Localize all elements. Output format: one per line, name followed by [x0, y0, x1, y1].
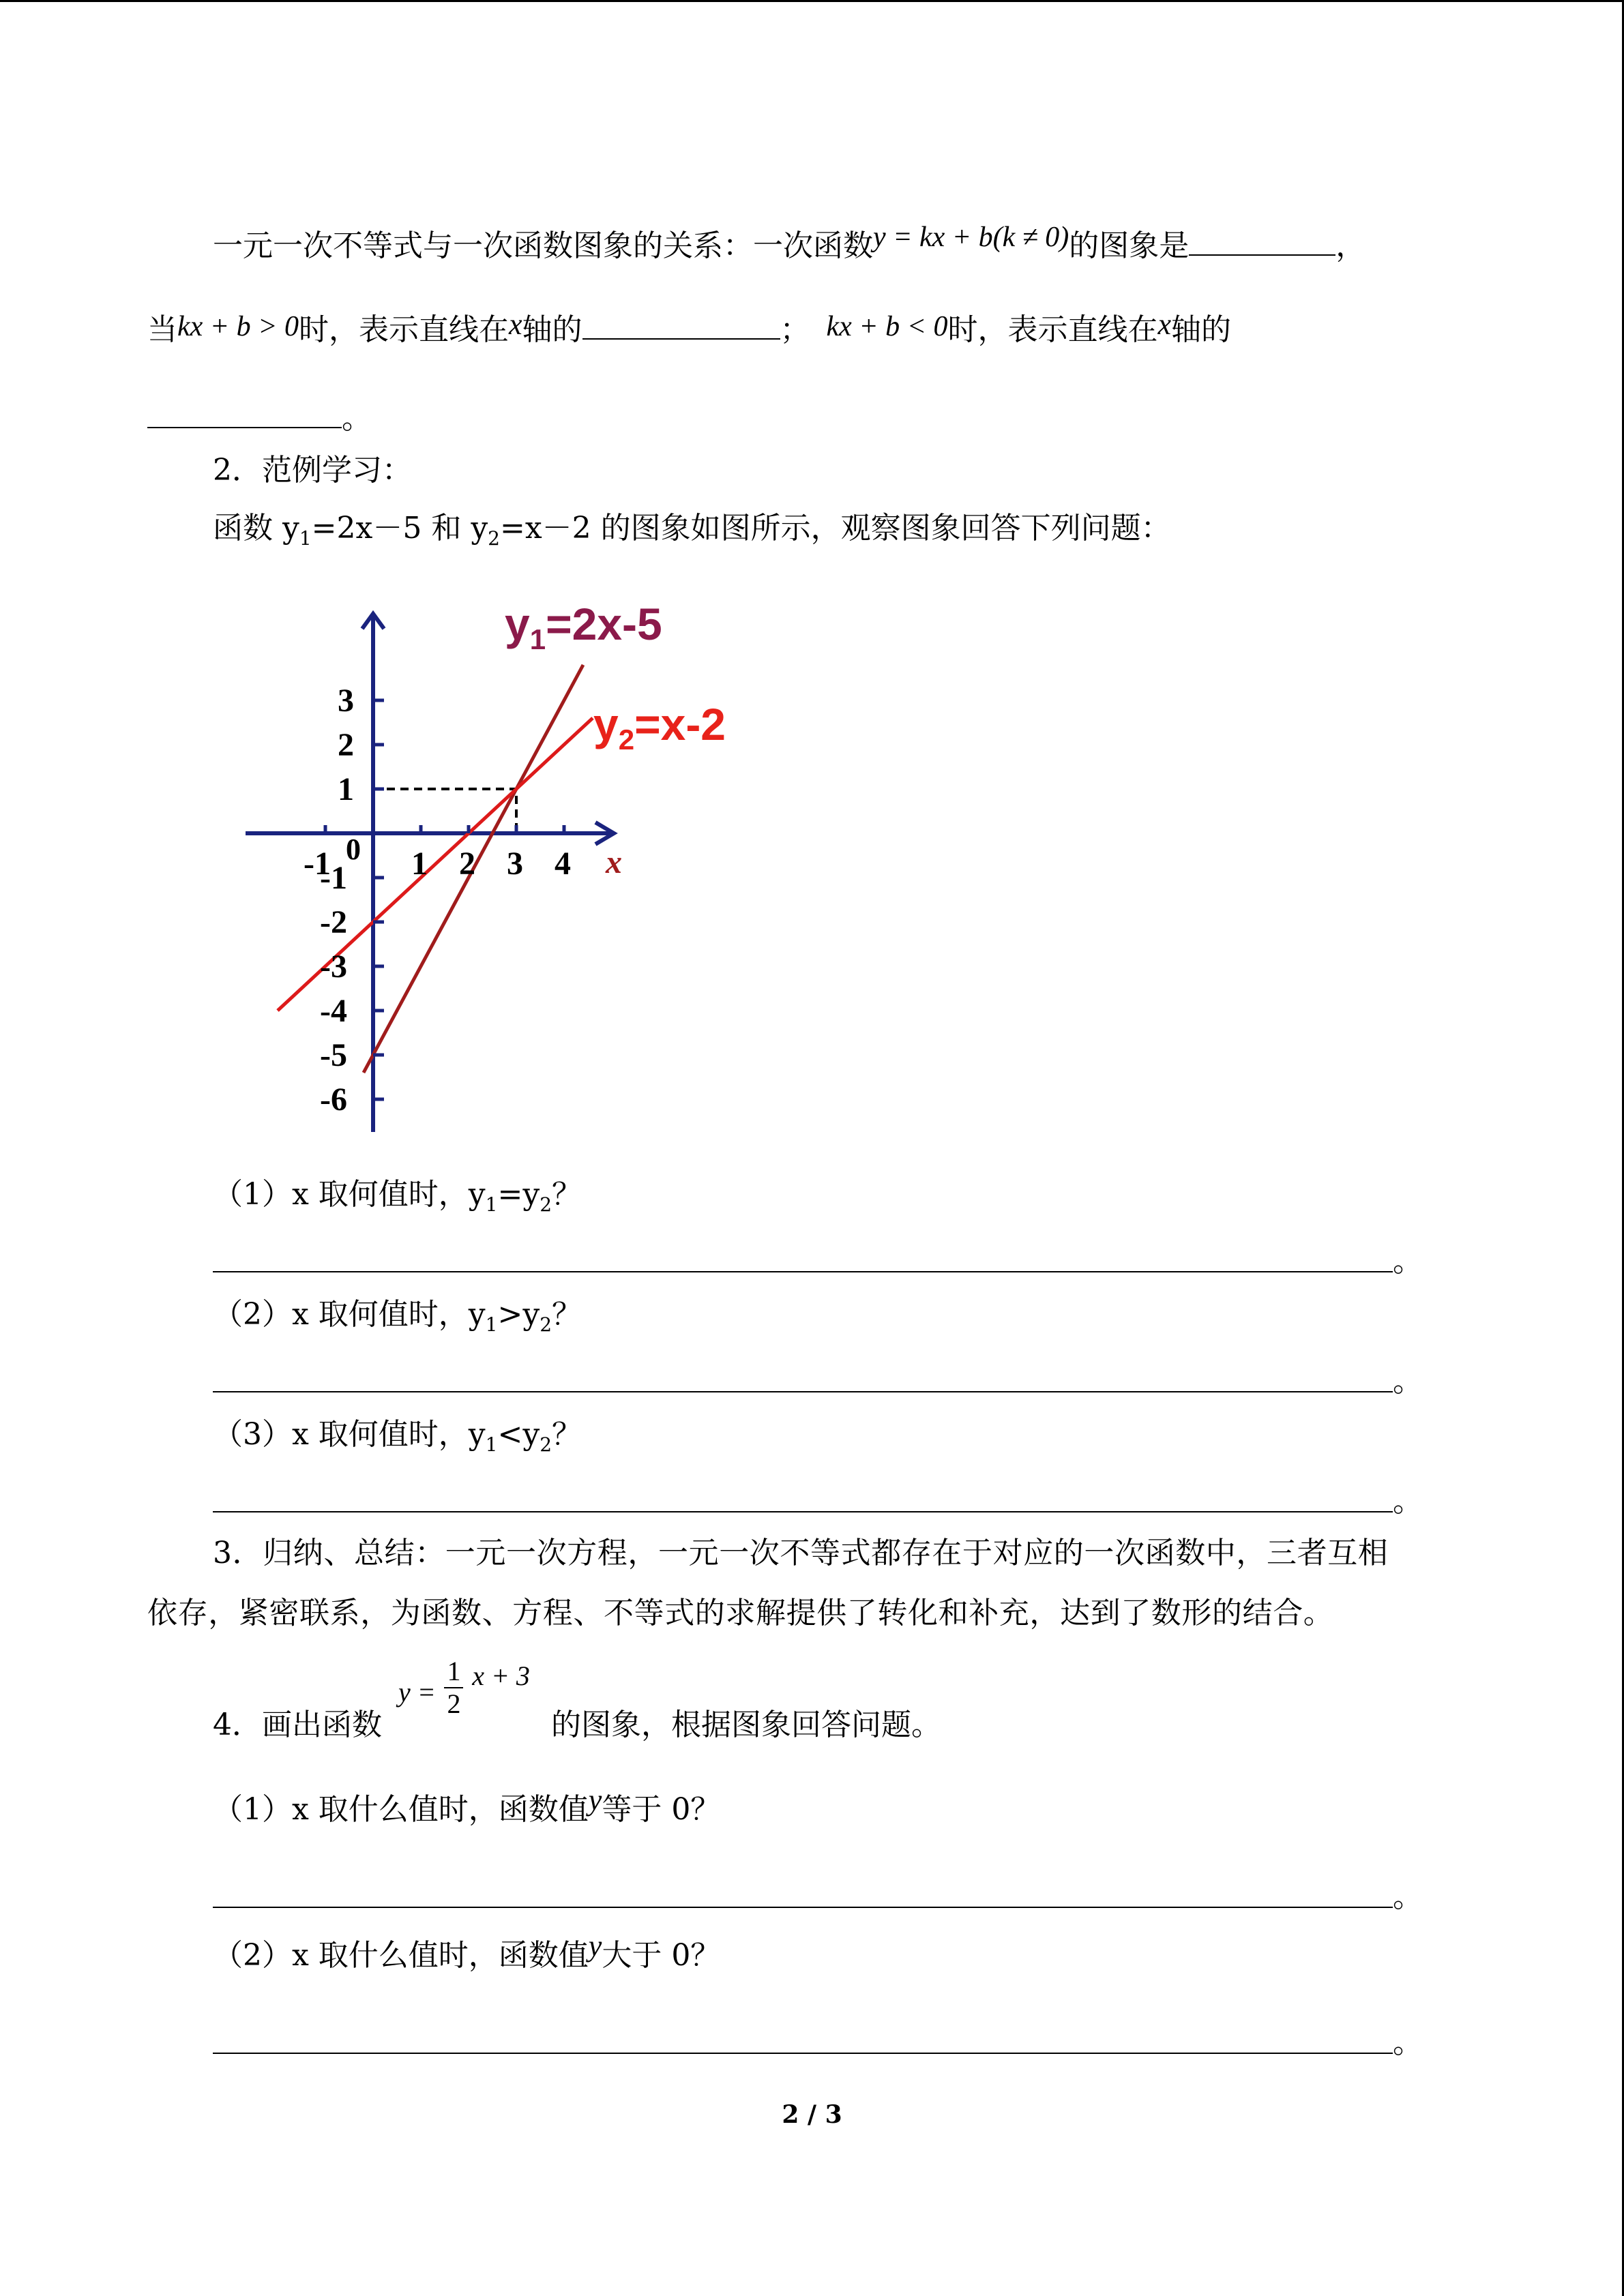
- prompt-sub1: 1: [299, 526, 312, 550]
- line2-mid: 时，表示直线在: [298, 312, 509, 347]
- axis-word: 轴的: [522, 312, 582, 347]
- x-var-2: x: [1157, 308, 1171, 341]
- s4-y-eq: y =: [398, 1677, 436, 1708]
- q4-1-prefix: （1）x 取什么值时，函数值: [213, 1792, 589, 1827]
- answer-period: 。: [1393, 1879, 1423, 1914]
- question-2-1: [213, 1174, 582, 1225]
- line2-mid-2: 时，表示直线在: [947, 312, 1158, 347]
- question-4-1: [213, 1783, 721, 1830]
- answer-line-4-2[interactable]: [213, 2053, 1393, 2054]
- origin-label: 0: [346, 833, 361, 866]
- section3-line-1: 3．归纳、总结：一元一次方程，一元一次不等式都存在于对应的一次函数中，三者互相: [213, 1536, 1389, 1570]
- q4-2-prefix: （2）x 取什么值时，函数值: [213, 1938, 589, 1973]
- q-prefix: （1）x 取何值时，y: [213, 1177, 486, 1212]
- q-sub1: 1: [485, 1313, 498, 1336]
- answer-period: 。: [1393, 1364, 1423, 1399]
- q4-1-suffix: 等于 0？: [602, 1792, 721, 1827]
- section2-prompt: [213, 508, 1171, 559]
- intro-formula: y = kx + b(k ≠ 0): [873, 222, 1069, 253]
- cond-lt: kx + b < 0: [826, 311, 948, 342]
- answer-line-4-1[interactable]: [213, 1907, 1393, 1908]
- page-number: 2 / 3: [782, 2100, 842, 2129]
- section2-heading: 2．范例学习：: [213, 453, 412, 488]
- graph-labels: [304, 599, 726, 1118]
- line2-start: 当: [147, 312, 177, 347]
- x-axis-label: x: [606, 844, 622, 880]
- y-tick-label: 3: [338, 683, 354, 719]
- q-prefix: （2）x 取何值时，y: [213, 1297, 486, 1332]
- section3-line-2: 依存，紧密联系，为函数、方程、不等式的求解提供了转化和补充，达到了数形的结合。: [147, 1596, 1334, 1630]
- answer-line-2-1[interactable]: [213, 1271, 1393, 1272]
- question-4-2: [213, 1929, 721, 1976]
- blank-above[interactable]: [582, 305, 780, 340]
- s4-num: 1: [444, 1656, 463, 1688]
- cond-gt: kx + b > 0: [177, 311, 299, 342]
- q-prefix: （3）x 取何值时，y: [213, 1417, 486, 1452]
- q-end: ？: [552, 1417, 582, 1452]
- y-tick-label: -3: [320, 949, 347, 985]
- blank-below[interactable]: [147, 394, 342, 428]
- s4-formula: [398, 1656, 530, 1720]
- q4-2-suffix: 大于 0？: [602, 1938, 721, 1973]
- q-end: ？: [552, 1297, 582, 1332]
- q4-2-var: y: [588, 1929, 602, 1963]
- answer-line-2-3[interactable]: [213, 1511, 1393, 1512]
- intro-text-2: 的图象是: [1069, 228, 1190, 263]
- q4-1-var: y: [588, 1783, 602, 1817]
- answer-period: 。: [1393, 1244, 1423, 1279]
- x-tick-label: 4: [555, 846, 571, 882]
- q-sub2: 2: [540, 1193, 552, 1216]
- answer-period: 。: [1393, 1484, 1423, 1519]
- intro-text: 一元一次不等式与一次函数图象的关系：一次函数: [213, 228, 873, 263]
- question-2-2: [213, 1294, 582, 1345]
- intro-line-3: [147, 394, 372, 439]
- s4-den: 2: [447, 1688, 461, 1719]
- y-tick-label: 1: [338, 771, 354, 807]
- s4-rest: x + 3: [472, 1660, 530, 1691]
- axis-word-2: 轴的: [1171, 312, 1231, 347]
- prompt-b: =2x－5 和 y: [311, 511, 488, 546]
- q-sub1: 1: [485, 1193, 498, 1216]
- x-tick-label: 1: [411, 846, 428, 882]
- section4-line: [213, 1705, 382, 1746]
- function-graph: [232, 586, 764, 1146]
- x-var: x: [508, 308, 522, 341]
- question-2-3: [213, 1414, 582, 1465]
- y-tick-label: -1: [320, 860, 347, 896]
- q-sub2: 2: [540, 1313, 552, 1336]
- label-y2: $y_2=x-2$: [593, 699, 726, 756]
- semicolon: ；: [780, 312, 810, 347]
- q-rel: >y: [497, 1297, 540, 1332]
- x-tick-label: -1: [304, 846, 331, 882]
- intro-period: 。: [342, 401, 372, 436]
- q-sub1: 1: [485, 1433, 498, 1456]
- q-rel: =y: [497, 1177, 540, 1212]
- prompt-c: =x－2 的图象如图所示，观察图象回答下列问题：: [500, 511, 1171, 546]
- y-tick-label: -6: [320, 1082, 347, 1118]
- q-end: ？: [552, 1177, 582, 1212]
- s4-prefix: 4．画出函数: [213, 1708, 382, 1742]
- prompt-a: 函数 y: [213, 511, 299, 546]
- s4-fraction: [444, 1656, 463, 1720]
- s4-suffix: 的图象，根据图象回答问题。: [551, 1708, 941, 1742]
- label-y1: $y_1=2x-5$: [505, 599, 662, 655]
- prompt-sub2: 2: [488, 526, 500, 550]
- intro-line-2: [147, 305, 1231, 351]
- answer-line-2-2[interactable]: [213, 1391, 1393, 1392]
- x-tick-label: 3: [507, 846, 523, 882]
- y-tick-label: -5: [320, 1037, 347, 1073]
- x-tick-label: 2: [459, 846, 475, 882]
- graph-ticks: [325, 700, 564, 1099]
- y-tick-label: 2: [338, 727, 354, 763]
- blank-graph-shape[interactable]: [1189, 222, 1335, 256]
- intro-line-1: [213, 222, 1365, 267]
- intro-comma: ，: [1335, 228, 1366, 263]
- answer-period: 。: [1393, 2025, 1423, 2060]
- y-tick-label: -2: [320, 904, 347, 940]
- y-tick-label: -4: [320, 993, 347, 1029]
- q-rel: <y: [497, 1417, 540, 1452]
- q-sub2: 2: [540, 1433, 552, 1456]
